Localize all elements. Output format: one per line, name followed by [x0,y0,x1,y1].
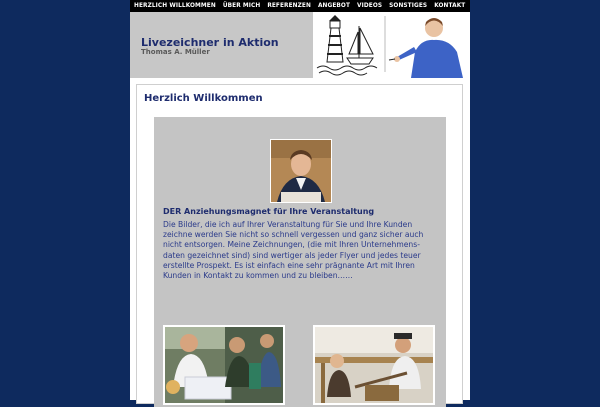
page-container [130,0,470,400]
site-subtitle: Thomas A. Müller [141,48,210,56]
content-panel [154,117,446,407]
event-photo-right [313,325,435,405]
portrait-photo [270,139,332,203]
nav-item-ueber-mich[interactable]: ÜBER MICH [222,3,261,9]
header-illustration [313,12,470,78]
lighthouse-drawing-illustration [313,12,470,78]
nav-item-angebot[interactable]: ANGEBOT [317,3,351,9]
nav-item-kontakt[interactable]: KONTAKT [434,3,466,9]
intro-text: Die Bilder, die ich auf Ihrer Veranstaltung für Sie und Ihre Kunden zeichne werden Sie nicht so schnell vergessen und ganz sicher auch nicht entsorgen. Meine Zeichnungen, (die mit Ihren Unternehmens-daten gezeichnet sind) sind wertiger als jeder Flyer und jedes teuer erstellte Prospekt. Es ist einfach eine sehr prägnante Art mit Ihren Kunden in Kontakt zu kommen und zu bleiben…… [163,220,424,281]
nav-item-referenzen[interactable]: REFERENZEN [267,3,311,9]
site-header [130,12,470,78]
portrait-image [271,140,331,202]
nav-item-videos[interactable]: VIDEOS [357,3,383,9]
nav-item-herzlich-willkommen[interactable]: HERZLICH WILLKOMMEN [134,3,216,9]
page-heading: Herzlich Willkommen [144,93,263,104]
site-title: Livezeichner in Aktion [141,36,279,49]
nav-item-sonstiges[interactable]: SONSTIGES [389,3,428,9]
main-content [136,84,463,404]
event-photo-left-image [165,327,283,403]
event-photo-right-image [315,327,433,403]
intro-headline: DER Anziehungsmagnet für Ihre Veranstaltung [163,207,375,216]
top-navigation [130,0,470,12]
event-photo-left [163,325,285,405]
